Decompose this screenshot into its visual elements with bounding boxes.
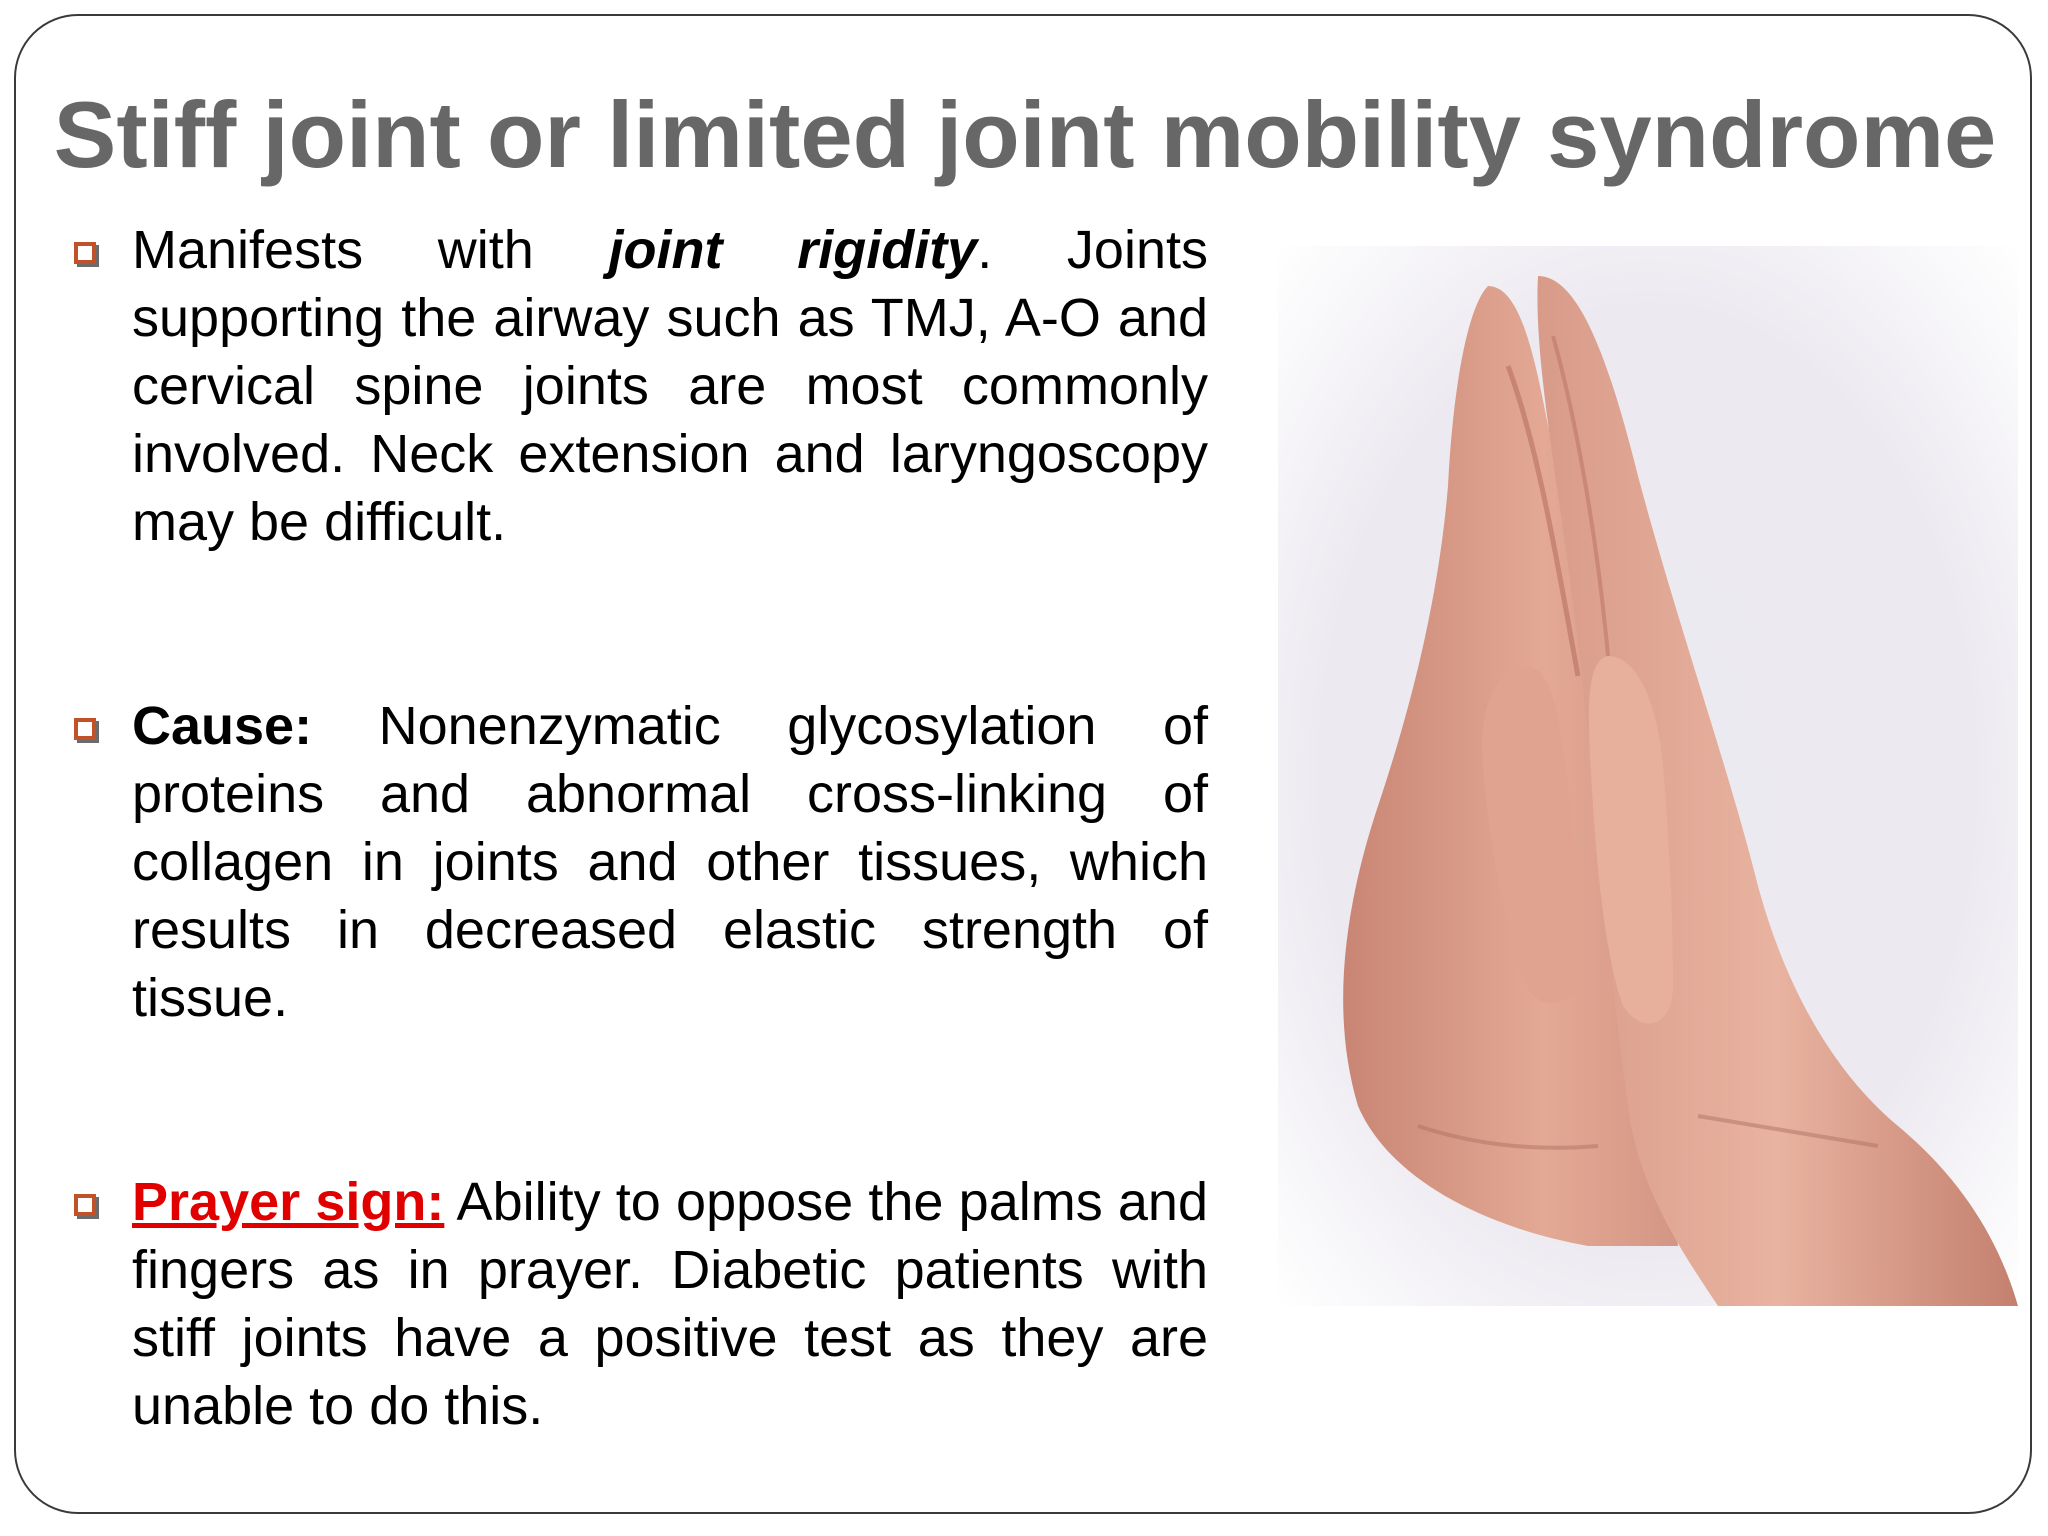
bullet-item-prayer-sign <box>70 1168 1208 1440</box>
checkbox-bullet-icon <box>74 718 96 740</box>
bullet-item-manifests <box>70 216 1208 556</box>
bullet-item-cause <box>70 692 1208 1032</box>
checkbox-bullet-icon <box>74 1194 96 1216</box>
bullet-text-prayer-sign: Ability to oppose the palms and fingers as in prayer. Diabetic patients with stiff joints have a positive test as they are unable to do this. <box>132 1172 1208 1436</box>
bullet-text-post: . Joints supporting the airway such as TMJ, A-O and cervical spine joints are most commonly involved. Neck extension and laryngoscopy may be difficult. <box>132 220 1208 552</box>
bullet-text-pre: Manifests with <box>132 220 609 280</box>
prayer-hands-illustration <box>1278 246 2018 1306</box>
bullet-text-cause: Nonenzymatic glycosylation of proteins and abnormal cross-linking of collagen in joints and other tissues, which results in decreased elastic strength of tissue. <box>132 696 1208 1028</box>
slide <box>14 14 2032 1514</box>
checkbox-bullet-icon <box>74 242 96 264</box>
bullet-label-cause: Cause: <box>132 696 313 756</box>
bullet-emphasis: joint rigidity <box>608 220 978 280</box>
page-title: Stiff joint or limited joint mobility syndrome <box>53 82 1997 187</box>
bullet-label-prayer-sign: Prayer sign: <box>132 1172 445 1232</box>
prayer-hands-photo <box>1278 246 2018 1306</box>
bullet-list <box>70 216 1208 1440</box>
